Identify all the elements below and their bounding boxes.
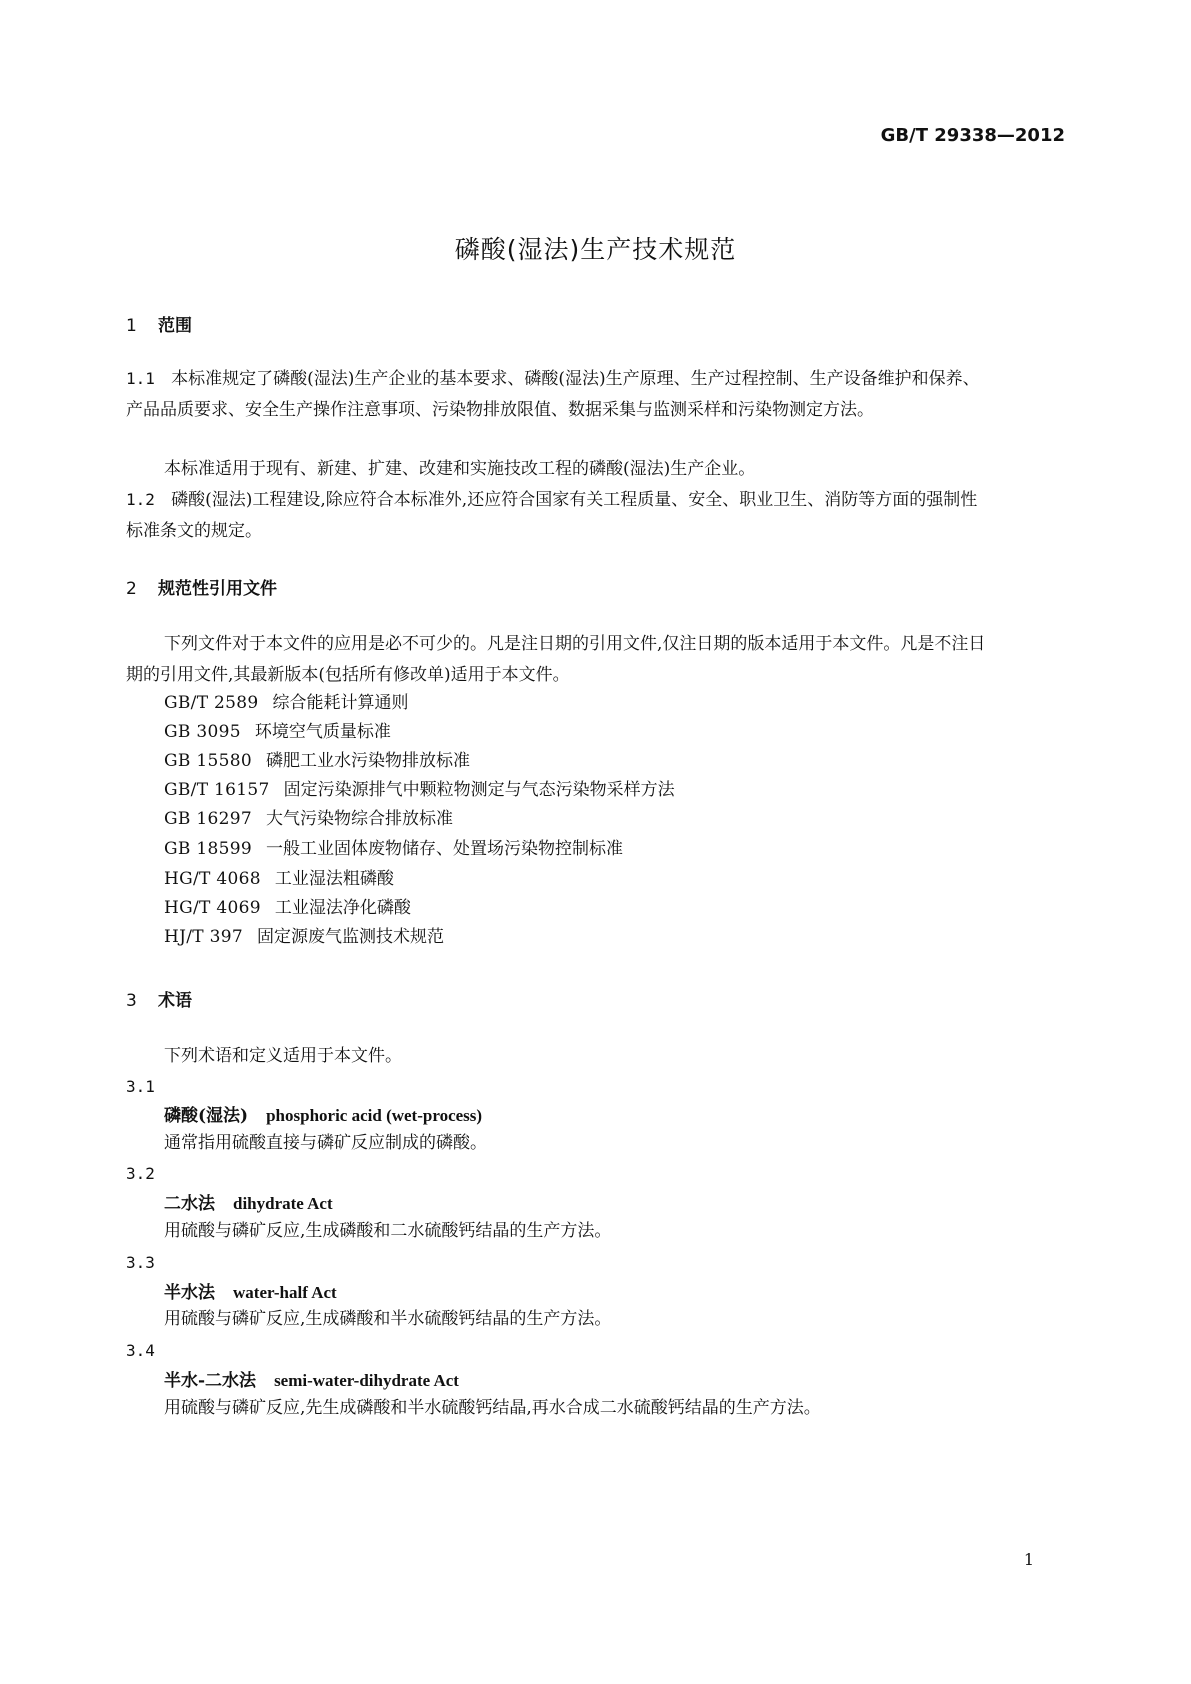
reference-item [164,717,391,748]
term-number: 3.1 [126,1077,155,1096]
term-heading [164,1101,482,1126]
term-number: 3.3 [126,1253,155,1272]
term-definition: 用硫酸与磷矿反应,生成磷酸和半水硫酸钙结晶的生产方法。 [164,1309,612,1329]
term-heading [164,1278,337,1303]
reference-title: 工业湿法粗磷酸 [274,869,394,889]
section-3-heading [126,986,192,1011]
section-number: 2 [126,579,137,599]
term-heading [164,1366,459,1391]
term-en: phosphoric acid (wet-process) [266,1106,483,1125]
terms-intro: 下列术语和定义适用于本文件。 [164,1046,402,1066]
term-en: semi-water-dihydrate Act [274,1371,459,1390]
reference-item [164,834,623,865]
term-zh: 半水-二水法 [164,1371,257,1391]
section-number: 1 [126,316,137,336]
clause-text: 磷酸(湿法)工程建设,除应符合本标准外,还应符合国家有关工程质量、安全、职业卫生、消防等方面的强制性标准条文的规定。 [126,490,978,541]
term-number: 3.4 [126,1341,155,1360]
reference-item [164,922,444,953]
references-intro: 下列文件对于本文件的应用是必不可少的。凡是注日期的引用文件,仅注日期的版本适用于本文件。凡是不注日期的引用文件,其最新版本(包括所有修改单)适用于本文件。 [126,634,986,685]
clause-1-2 [126,484,986,547]
reference-code: GB 18599 [164,839,252,859]
term-definition: 用硫酸与磷矿反应,先生成磷酸和半水硫酸钙结晶,再水合成二水硫酸钙结晶的生产方法。 [164,1398,821,1418]
reference-title: 工业湿法净化磷酸 [274,898,411,918]
term-en: water-half Act [233,1283,337,1302]
clause-number: 1.2 [126,490,155,509]
reference-code: GB/T 16157 [164,780,270,800]
reference-title: 综合能耗计算通则 [272,693,409,713]
section-title: 规范性引用文件 [158,579,277,599]
reference-title: 大气污染物综合排放标准 [265,809,453,829]
reference-item [164,864,394,895]
reference-title: 固定源废气监测技术规范 [256,927,444,947]
clause-text: 本标准规定了磷酸(湿法)生产企业的基本要求、磷酸(湿法)生产原理、生产过程控制、生产设备维护和保养、产品品质要求、安全生产操作注意事项、污染物排放限值、数据采集与监测采样和污染物测定方法。 [126,369,980,420]
reference-title: 一般工业固体废物储存、处置场污染物控制标准 [265,839,623,859]
reference-code: HJ/T 397 [164,927,243,947]
term-zh: 半水法 [164,1283,215,1303]
reference-item [164,775,675,806]
reference-item [164,688,409,719]
standard-number: GB/T 29338—2012 [880,125,1065,146]
section-number: 3 [126,991,137,1011]
term-definition: 用硫酸与磷矿反应,生成磷酸和二水硫酸钙结晶的生产方法。 [164,1221,612,1241]
reference-code: GB 3095 [164,722,241,742]
term-zh: 磷酸(湿法) [164,1106,249,1126]
section-1-heading [126,311,192,336]
reference-title: 磷肥工业水污染物排放标准 [265,751,470,771]
page-number: 1 [1023,1550,1034,1569]
reference-title: 环境空气质量标准 [254,722,391,742]
reference-code: GB 15580 [164,751,252,771]
term-zh: 二水法 [164,1194,215,1214]
reference-item [164,746,470,777]
clause-1-1-para-2: 本标准适用于现有、新建、扩建、改建和实施技改工程的磷酸(湿法)生产企业。 [164,459,756,479]
clause-number: 1.1 [126,369,155,388]
section-title: 范围 [158,316,192,336]
reference-item [164,893,411,924]
clause-1-1 [126,363,986,426]
reference-code: GB/T 2589 [164,693,259,713]
term-number: 3.2 [126,1164,155,1183]
reference-title: 固定污染源排气中颗粒物测定与气态污染物采样方法 [283,780,675,800]
reference-code: HG/T 4069 [164,898,261,918]
section-2-heading [126,574,277,599]
term-definition: 通常指用硫酸直接与磷矿反应制成的磷酸。 [164,1133,487,1153]
term-en: dihydrate Act [233,1194,333,1213]
section-title: 术语 [158,991,192,1011]
document-title: 磷酸(湿法)生产技术规范 [454,235,737,264]
reference-code: GB 16297 [164,809,252,829]
term-heading [164,1189,333,1214]
reference-code: HG/T 4068 [164,869,261,889]
reference-item [164,804,453,835]
